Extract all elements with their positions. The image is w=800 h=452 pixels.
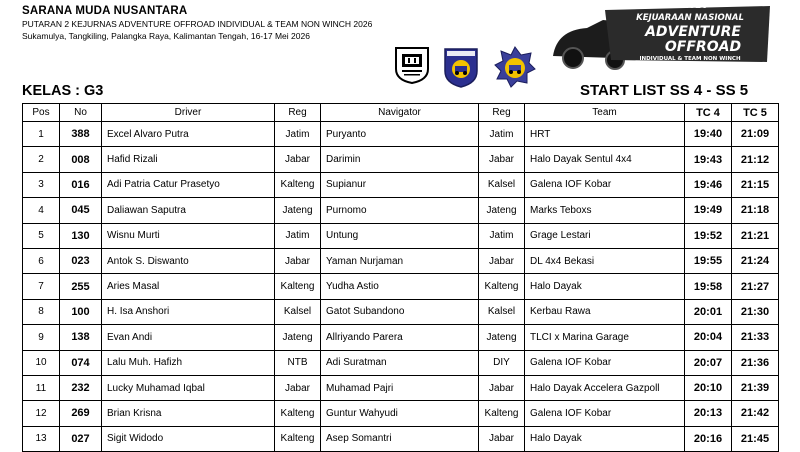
cell-pos: 10 — [23, 350, 60, 375]
table-row — [23, 274, 779, 299]
table-row — [23, 147, 779, 172]
event-line: PUTARAN 2 KEJURNAS ADVENTURE OFFROAD INDIVIDUAL & TEAM NON WINCH 2026 — [22, 19, 373, 29]
banner-line3: OFFROAD — [664, 39, 742, 55]
cell-pos: 5 — [23, 223, 60, 248]
cell-tc4: 20:13 — [685, 401, 732, 426]
cell-no: 016 — [60, 172, 102, 197]
cell-tc5: 21:15 — [732, 172, 779, 197]
cell-navigator-reg: Kalsel — [479, 172, 525, 197]
cell-driver-reg: Jateng — [275, 198, 321, 223]
banner-line4: INDIVIDUAL & TEAM NON WINCH — [639, 56, 741, 62]
cell-driver-reg: Kalteng — [275, 172, 321, 197]
cell-team: Galena IOF Kobar — [525, 401, 685, 426]
cell-driver: Excel Alvaro Putra — [102, 122, 275, 147]
cell-navigator-reg: Kalteng — [479, 274, 525, 299]
table-row — [23, 122, 779, 147]
cell-driver: Aries Masal — [102, 274, 275, 299]
cell-tc4: 19:46 — [685, 172, 732, 197]
cell-team: Marks Teboxs — [525, 198, 685, 223]
col-header-pos: Pos — [23, 104, 60, 122]
cell-driver-reg: Jatim — [275, 223, 321, 248]
cell-no: 269 — [60, 401, 102, 426]
cell-tc5: 21:36 — [732, 350, 779, 375]
class-label: KELAS : G3 — [22, 83, 104, 99]
cell-team: Grage Lestari — [525, 223, 685, 248]
cell-driver-reg: Kalteng — [275, 401, 321, 426]
organizer-name: SARANA MUDA NUSANTARA — [22, 5, 188, 17]
cell-navigator: Muhamad Pajri — [321, 375, 479, 400]
cell-tc5: 21:39 — [732, 375, 779, 400]
cell-tc4: 20:07 — [685, 350, 732, 375]
cell-navigator: Gatot Subandono — [321, 299, 479, 324]
cell-navigator: Yaman Nurjaman — [321, 248, 479, 273]
cell-driver: Wisnu Murti — [102, 223, 275, 248]
cell-team: DL 4x4 Bekasi — [525, 248, 685, 273]
col-header-driver-reg: Reg — [275, 104, 321, 122]
cell-navigator: Asep Somantri — [321, 426, 479, 451]
cell-navigator: Adi Suratman — [321, 350, 479, 375]
cell-team: Halo Dayak — [525, 426, 685, 451]
cell-navigator: Supianur — [321, 172, 479, 197]
cell-pos: 6 — [23, 248, 60, 273]
table-row — [23, 375, 779, 400]
cell-driver-reg: Kalteng — [275, 426, 321, 451]
cell-driver: Lalu Muh. Hafizh — [102, 350, 275, 375]
cell-pos: 3 — [23, 172, 60, 197]
cell-team: Kerbau Rawa — [525, 299, 685, 324]
cell-navigator-reg: Jatim — [479, 223, 525, 248]
cell-driver-reg: Jabar — [275, 147, 321, 172]
cell-team: Halo Dayak — [525, 274, 685, 299]
table-header-row — [23, 104, 779, 122]
cell-navigator: Puryanto — [321, 122, 479, 147]
cell-tc5: 21:24 — [732, 248, 779, 273]
cell-team: TLCI x Marina Garage — [525, 325, 685, 350]
cell-driver: Brian Krisna — [102, 401, 275, 426]
cell-driver-reg: Jatim — [275, 122, 321, 147]
cell-driver-reg: Kalteng — [275, 274, 321, 299]
cell-pos: 4 — [23, 198, 60, 223]
cell-no: 023 — [60, 248, 102, 273]
cell-tc4: 20:01 — [685, 299, 732, 324]
cell-no: 255 — [60, 274, 102, 299]
cell-driver-reg: Jateng — [275, 325, 321, 350]
table-row — [23, 223, 779, 248]
cell-navigator-reg: Jabar — [479, 147, 525, 172]
col-header-navigator: Navigator — [321, 104, 479, 122]
cell-driver-reg: Kalsel — [275, 299, 321, 324]
cell-pos: 2 — [23, 147, 60, 172]
cell-tc4: 19:40 — [685, 122, 732, 147]
cell-pos: 11 — [23, 375, 60, 400]
cell-team: HRT — [525, 122, 685, 147]
cell-navigator: Allriyando Parera — [321, 325, 479, 350]
banner-line2: ADVENTURE — [645, 24, 741, 40]
table-row — [23, 172, 779, 197]
cell-tc4: 19:55 — [685, 248, 732, 273]
cell-no: 027 — [60, 426, 102, 451]
cell-driver-reg: Jabar — [275, 375, 321, 400]
cell-navigator: Purnomo — [321, 198, 479, 223]
cell-navigator-reg: Jabar — [479, 426, 525, 451]
cell-driver-reg: Jabar — [275, 248, 321, 273]
cell-tc5: 21:18 — [732, 198, 779, 223]
cell-navigator-reg: DIY — [479, 350, 525, 375]
cell-no: 074 — [60, 350, 102, 375]
cell-driver: Hafid Rizali — [102, 147, 275, 172]
banner-year: 2026 — [682, 1, 708, 11]
cell-no: 045 — [60, 198, 102, 223]
col-header-tc5: TC 5 — [732, 104, 779, 122]
cell-tc5: 21:45 — [732, 426, 779, 451]
cell-team: Galena IOF Kobar — [525, 350, 685, 375]
table-row — [23, 325, 779, 350]
table-row — [23, 426, 779, 451]
cell-no: 130 — [60, 223, 102, 248]
col-header-no: No — [60, 104, 102, 122]
cell-navigator-reg: Jateng — [479, 325, 525, 350]
start-list-title: START LIST SS 4 - SS 5 — [580, 82, 749, 99]
cell-no: 388 — [60, 122, 102, 147]
col-header-team: Team — [525, 104, 685, 122]
cell-navigator-reg: Jateng — [479, 198, 525, 223]
table-row — [23, 350, 779, 375]
cell-pos: 8 — [23, 299, 60, 324]
cell-tc5: 21:21 — [732, 223, 779, 248]
cell-tc5: 21:12 — [732, 147, 779, 172]
cell-driver: Sigit Widodo — [102, 426, 275, 451]
imi-logo — [393, 45, 431, 85]
cell-pos: 13 — [23, 426, 60, 451]
event-banner-logo — [545, 0, 775, 70]
banner-line1: KEJUARAAN NASIONAL — [636, 13, 744, 23]
cell-team: Halo Dayak Accelera Gazpoll — [525, 375, 685, 400]
cell-tc4: 20:16 — [685, 426, 732, 451]
cell-team: Galena IOF Kobar — [525, 172, 685, 197]
cell-tc4: 19:52 — [685, 223, 732, 248]
cell-navigator: Untung — [321, 223, 479, 248]
cell-navigator-reg: Kalteng — [479, 401, 525, 426]
cell-no: 100 — [60, 299, 102, 324]
cell-navigator-reg: Jabar — [479, 248, 525, 273]
cell-team: Halo Dayak Sentul 4x4 — [525, 147, 685, 172]
offroad-club-logo — [493, 45, 537, 89]
cell-no: 232 — [60, 375, 102, 400]
cell-navigator-reg: Jatim — [479, 122, 525, 147]
cell-driver: H. Isa Anshori — [102, 299, 275, 324]
kalteng-logo — [441, 45, 481, 89]
cell-tc4: 20:04 — [685, 325, 732, 350]
cell-navigator: Yudha Astio — [321, 274, 479, 299]
cell-tc4: 20:10 — [685, 375, 732, 400]
cell-navigator-reg: Jabar — [479, 375, 525, 400]
cell-pos: 1 — [23, 122, 60, 147]
cell-driver: Daliawan Saputra — [102, 198, 275, 223]
cell-no: 138 — [60, 325, 102, 350]
cell-driver: Antok S. Diswanto — [102, 248, 275, 273]
cell-driver-reg: NTB — [275, 350, 321, 375]
cell-tc5: 21:27 — [732, 274, 779, 299]
table-row — [23, 248, 779, 273]
cell-no: 008 — [60, 147, 102, 172]
cell-driver: Evan Andi — [102, 325, 275, 350]
start-list-table — [22, 103, 779, 452]
cell-pos: 9 — [23, 325, 60, 350]
cell-tc4: 19:49 — [685, 198, 732, 223]
cell-navigator-reg: Kalsel — [479, 299, 525, 324]
col-header-driver: Driver — [102, 104, 275, 122]
cell-tc5: 21:30 — [732, 299, 779, 324]
table-row — [23, 299, 779, 324]
location-line: Sukamulya, Tangkiling, Palangka Raya, Kalimantan Tengah, 16-17 Mei 2026 — [22, 31, 310, 41]
col-header-tc4: TC 4 — [685, 104, 732, 122]
cell-navigator: Darimin — [321, 147, 479, 172]
table-row — [23, 198, 779, 223]
cell-pos: 12 — [23, 401, 60, 426]
cell-tc5: 21:33 — [732, 325, 779, 350]
cell-driver: Lucky Muhamad Iqbal — [102, 375, 275, 400]
cell-tc5: 21:42 — [732, 401, 779, 426]
cell-driver: Adi Patria Catur Prasetyo — [102, 172, 275, 197]
cell-tc4: 19:58 — [685, 274, 732, 299]
cell-tc4: 19:43 — [685, 147, 732, 172]
col-header-navigator-reg: Reg — [479, 104, 525, 122]
cell-navigator: Guntur Wahyudi — [321, 401, 479, 426]
table-row — [23, 401, 779, 426]
cell-pos: 7 — [23, 274, 60, 299]
cell-tc5: 21:09 — [732, 122, 779, 147]
